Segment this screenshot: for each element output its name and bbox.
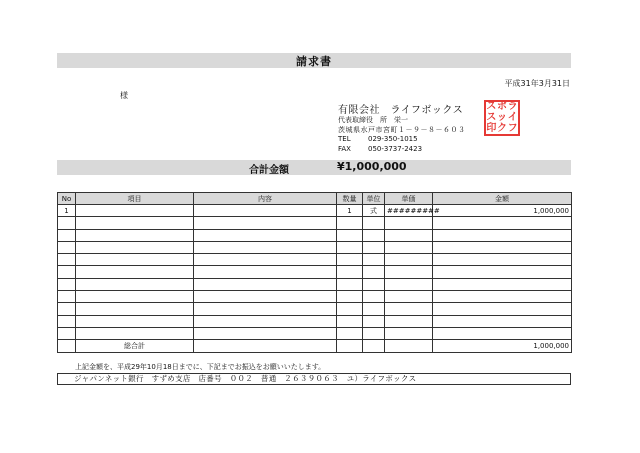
header-item: 項目 [76,193,194,205]
table-cell [194,291,337,303]
table-cell [363,217,385,229]
issuer-tel [338,135,418,143]
stamp-char: 印 [486,122,497,134]
table-cell [433,303,572,315]
table-cell [194,254,337,266]
table-cell [76,205,194,217]
tel-label: TEL [338,135,351,143]
document-title: 請求書 [57,53,571,68]
table-cell [433,278,572,290]
table-cell [337,291,363,303]
table-cell [58,340,76,352]
table-cell [76,303,194,315]
table-cell [76,327,194,339]
table-cell [337,217,363,229]
issuer-address: 茨城県水戸市宮町１－９－８－６０３ [338,126,466,134]
table-row [58,315,572,327]
table-cell [433,241,572,253]
stamp-char: イ [507,111,518,123]
issuer-representative: 代表取締役 所 栄一 [338,116,408,124]
table-cell [194,340,337,352]
table-cell [337,241,363,253]
table-cell [58,278,76,290]
grand-total-row [58,340,572,352]
table-cell [194,229,337,241]
table-cell [58,241,76,253]
table-cell [58,327,76,339]
header-amount: 金額 [433,193,572,205]
table-cell [58,254,76,266]
table-cell [337,303,363,315]
stamp-char: ッ [496,111,507,123]
table-cell [385,229,433,241]
table-cell [385,291,433,303]
table-cell [76,278,194,290]
table-cell [76,217,194,229]
table-cell: 1 [337,205,363,217]
table-cell [363,303,385,315]
table-cell: 式 [363,205,385,217]
table-cell [76,291,194,303]
table-header-row [58,193,572,205]
table-cell [363,254,385,266]
table-cell [433,291,572,303]
table-cell [337,254,363,266]
bank-account-info: ジャパンネット銀行 すずめ支店 店番号 ００２ 普通 ２６３９０６３ ユ）ライフボックス [57,373,571,385]
stamp-char: ス [486,111,497,123]
table-cell [194,266,337,278]
table-row [58,254,572,266]
company-seal-stamp [484,100,520,136]
table-row [58,217,572,229]
stamp-char: ポ [496,101,507,113]
table-cell [337,327,363,339]
table-cell [58,303,76,315]
issue-date: 平成31年3月31日 [504,79,570,88]
table-cell [76,266,194,278]
table-row [58,229,572,241]
table-cell: 1 [58,205,76,217]
table-cell [58,315,76,327]
table-cell [433,315,572,327]
table-cell [385,217,433,229]
table-cell [385,315,433,327]
table-cell [58,291,76,303]
table-cell [76,229,194,241]
table-row [58,303,572,315]
customer-name: 様 [120,91,128,100]
grand-total-label: 総合計 [76,340,194,352]
header-unit: 単位 [363,193,385,205]
table-row [58,291,572,303]
table-cell [194,217,337,229]
table-cell [433,327,572,339]
table-cell [385,303,433,315]
table-row [58,241,572,253]
stamp-char: フ [507,122,518,134]
table-cell [58,217,76,229]
table-row [58,278,572,290]
table-cell [433,217,572,229]
grand-total-value: 1,000,000 [433,340,572,352]
table-cell: 1,000,000 [433,205,572,217]
table-cell [337,229,363,241]
table-cell [194,278,337,290]
table-cell [433,254,572,266]
table-cell [76,315,194,327]
table-cell [58,229,76,241]
table-cell [385,327,433,339]
table-cell [337,340,363,352]
table-cell [194,241,337,253]
table-row [58,327,572,339]
header-no: No [58,193,76,205]
total-amount-label: 合計金額 [249,165,289,176]
table-cell [76,241,194,253]
table-cell [337,266,363,278]
table-cell: ######### [385,205,433,217]
table-cell [363,278,385,290]
table-cell [385,266,433,278]
tel-value: 029-350-1015 [368,135,418,143]
table-cell [194,327,337,339]
table-cell [385,278,433,290]
table-cell [433,266,572,278]
stamp-char: ス [486,101,497,113]
table-cell [337,278,363,290]
table-cell [363,315,385,327]
issuer-fax [338,145,422,153]
header-content: 内容 [194,193,337,205]
table-row [58,205,572,217]
table-cell [433,229,572,241]
table-cell [385,254,433,266]
issuer-company: 有限会社 ライフボックス [338,105,464,116]
table-cell [337,315,363,327]
table-row [58,266,572,278]
total-amount-value: ¥1,000,000 [337,160,407,173]
payment-note: 上記金額を、平成29年10月18日までに、下記までお振込をお願いいたします。 [75,363,326,371]
table-cell [58,266,76,278]
header-quantity: 数量 [337,193,363,205]
stamp-char: ラ [507,101,518,113]
table-cell [385,241,433,253]
line-items-table [57,192,572,353]
table-cell [385,340,433,352]
table-cell [76,254,194,266]
total-amount-bar [57,160,571,175]
table-cell [363,291,385,303]
table-cell [194,303,337,315]
table-cell [194,315,337,327]
table-cell [363,327,385,339]
table-cell [363,266,385,278]
header-unit-price: 単価 [385,193,433,205]
table-cell [194,205,337,217]
stamp-char: ク [496,122,507,134]
table-cell [363,340,385,352]
table-cell [363,229,385,241]
fax-label: FAX [338,145,351,153]
table-cell [363,241,385,253]
fax-value: 050-3737-2423 [368,145,423,153]
